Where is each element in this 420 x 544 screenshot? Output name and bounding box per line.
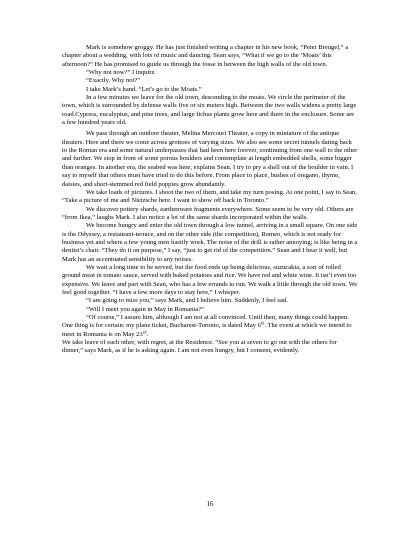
paragraph (62, 314, 358, 339)
paragraph: “Why not now?” I inquire. (86, 69, 156, 77)
paragraph: We become hungry and enter the old town through a low tunnel, arriving in a small square. On one side is the Odyssey, a restaurant-terrace, and on the other side (the competition), Romeo, which is not ready for business yet and where a few young men hastily work. The noise of the drill is rather annoying; is like being in a dentist’s chair. “They do it on purpose,” I say, “just to get rid of the competition.” Sean and I bear it well, but Mark has an accentuated sensibility to any noises. (62, 222, 358, 263)
paragraph-text: “Of course,” I assure him, although I am not at all convinced. Until then, many things could happen. One thing is for certain: my plane ticket, Bucharest-Toronto, is dated May 6 (62, 314, 349, 330)
paragraph: Mark is somehow groggy. He has just finished writing a chapter in his new book, “Peter Breugel,” a chapter about a wedding, with lots of music and dancing. Sean says, “What if we go to the ‘Moats’ this afternoon?” He has promised to guide us through the fosse in between the high walls of the old town. (62, 44, 349, 68)
paragraph: We take leave of each other, with regret, at the Residence. “See you at seven to go out with the others for dinner,” says Mark, as if he is asking again. I am not even hungry, but I consent, evidently. (62, 339, 337, 355)
paragraph: We discover pottery shards, earthenware fragments everywhere. Some seem to be very old. Others are “from Ikea,” laughs Mark. I also notice a lot of the same shards incorporated within the walls. (62, 205, 354, 221)
paragraph: We take loads of pictures. I shoot the two of them, and take my turn posing. At one point, I say to Sean, “Take a picture of me and Nietzsche here. I want to show off back in Toronto.” (62, 188, 357, 205)
paragraph: We pass through an outdoor theater, Melina Mercouri Theater, a copy in miniature of the antique theaters. Here and there we come across grottoes of varying sizes. We also see some secret tunnels dating back to the Roman era and some natural underpasses that had been here forever, continuing from one wall to the other and further. We stop in front of some porous boulders and contemplate at length embedded shells, some bigger than oranges. In another era, the seabed was here, explains Sean. I try to pry a shell out of the boulder in vain. I say to myself that others must have tried to do this before. From place to place, bushes of oregano, thyme, daisies, and short-stemmed red field poppies grow abundantly. (62, 130, 358, 188)
paragraph: We wait a long time to be served, but the food ends up being delicious, suzucakia, a sort of rolled ground meat in tomato sauce, served with baked potatoes and rice. We have red and white wine. It isn’t even too expensive. We leave and part with Sean, who has a few errands to run. We walk a little through the old town. We feel good together. “I have a few more days to stay here,” I whisper. (62, 263, 358, 296)
paragraph: “Will I meet you again in May in Romania?” (86, 305, 204, 313)
paragraph: In a few minutes we leave for the old town, descending to the moats. We circle the perimeter of the town, which is surrounded by defense walls five or six meters high. Between the two walls widens a pretty large road.Cypress, eucalyptus, and pine trees, and large fichus plants grow here and there in the enclosure. Some are a few hundred years old. (62, 94, 357, 127)
ordinal-suffix: th (260, 320, 265, 326)
ordinal-suffix: rd (142, 329, 147, 335)
paragraph-text: . The event at which we intend to meet in Romania is on May 23 (62, 322, 352, 338)
paragraph: “I am going to miss you,” says Mark, and I believe him. Suddenly, I feel sad. (86, 297, 288, 305)
body-text (62, 44, 358, 356)
paragraph: I take Mark’s hand. “Let’s go to the Moats.” (86, 85, 202, 93)
page-number: 16 (206, 500, 214, 508)
paragraph: “Exactly. Why not?” (86, 77, 141, 85)
paragraph-text: . (146, 330, 149, 338)
